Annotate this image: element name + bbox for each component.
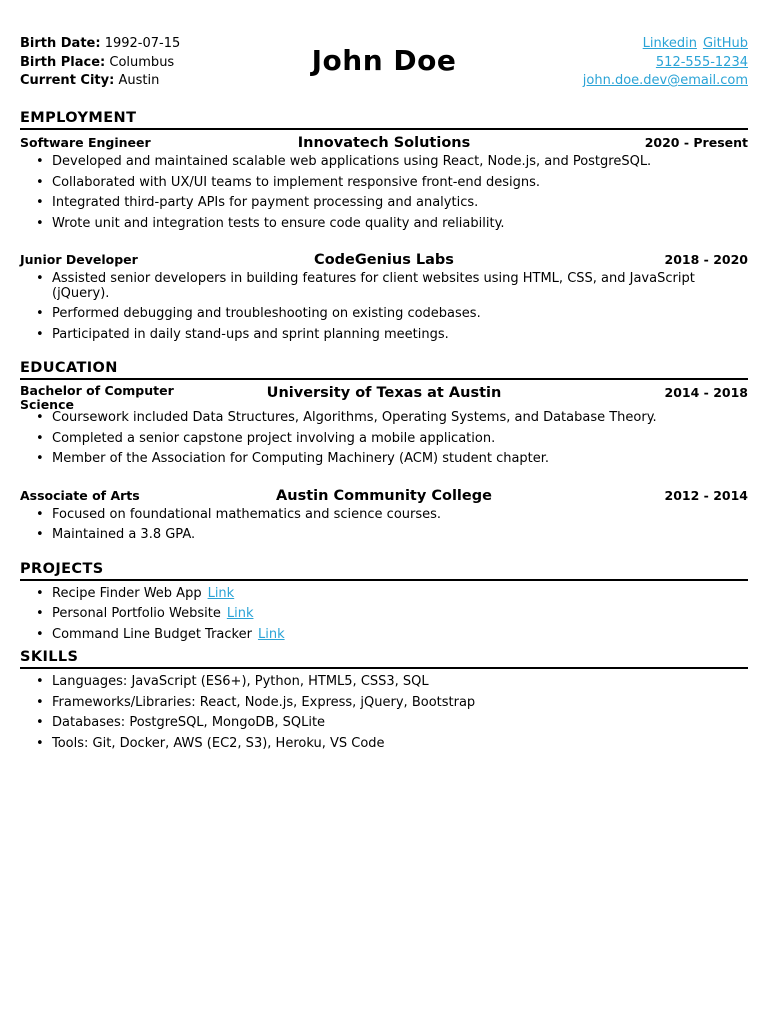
bullet-item: • Wrote unit and integration tests to ensure code quality and reliability. [52, 217, 748, 232]
project-link[interactable]: Link [207, 585, 235, 601]
degree-bullets [20, 508, 748, 543]
project-name: Recipe Finder Web App [52, 585, 202, 601]
degree-name: Associate of Arts [20, 487, 140, 503]
birth-date-value: 1992-07-15 [104, 36, 181, 51]
job-bullets [20, 155, 748, 231]
bullet-item: • Coursework included Data Structures, Algorithms, Operating Systems, and Database Theory. [52, 411, 748, 426]
bullet-item: • Integrated third-party APIs for payment processing and analytics. [52, 196, 748, 211]
birth-place-label: Birth Place: [20, 54, 106, 70]
full-name: John Doe [311, 44, 457, 77]
job-bullets [20, 272, 748, 342]
bullet-item: • Developed and maintained scalable web applications using React, Node.js, and PostgreSQL. [52, 155, 748, 170]
entry-header [20, 380, 748, 410]
skills-title: SKILLS [20, 648, 748, 669]
education-entry [20, 380, 748, 467]
project-name: Command Line Budget Tracker [52, 626, 252, 642]
degree-name: Bachelor of Computer Science [20, 383, 174, 412]
employment-entry [20, 247, 748, 342]
job-title: Software Engineer [20, 135, 151, 150]
project-item [52, 628, 748, 643]
education-section [20, 359, 748, 543]
entry-header [20, 247, 748, 271]
study-dates: 2012 - 2014 [664, 487, 748, 503]
phone-link[interactable]: 512-555-1234 [655, 54, 748, 70]
social-links [583, 35, 748, 54]
birth-place-value: Columbus [109, 54, 175, 70]
school-name: University of Texas at Austin [266, 385, 502, 401]
employment-entry [20, 130, 748, 231]
projects-list [20, 587, 748, 643]
github-link[interactable]: GitHub [702, 36, 748, 51]
projects-title: PROJECTS [20, 560, 748, 581]
bullet-item: • Participated in daily stand-ups and sprint planning meetings. [52, 328, 748, 343]
project-item [52, 607, 748, 622]
bullet-item: • Assisted senior developers in building features for client websites using HTML, CSS, and JavaScript (jQuery). [52, 272, 748, 301]
bullet-item: • Member of the Association for Computing Machinery (ACM) student chapter. [52, 452, 748, 467]
school-name: Austin Community College [276, 487, 492, 504]
birth-date-label: Birth Date: [20, 36, 101, 51]
employment-section [20, 109, 748, 342]
education-entry [20, 483, 748, 543]
contact-info [583, 35, 748, 91]
project-item [52, 587, 748, 602]
projects-section [20, 560, 748, 643]
email-link[interactable]: john.doe.dev@email.com [582, 73, 748, 88]
current-city-label: Current City: [20, 73, 115, 88]
bullet-item: • Performed debugging and troubleshooting on existing codebases. [52, 307, 748, 322]
entry-header [20, 130, 748, 154]
education-title: EDUCATION [20, 359, 748, 380]
entry-header [20, 483, 748, 507]
company-name: CodeGenius Labs [314, 252, 454, 268]
skill-item: • Frameworks/Libraries: React, Node.js, Express, jQuery, Bootstrap [52, 696, 748, 711]
job-title: Junior Developer [20, 252, 138, 267]
skills-list [20, 675, 748, 751]
company-name: Innovatech Solutions [297, 135, 471, 151]
bullet-item: • Completed a senior capstone project involving a mobile application. [52, 432, 748, 447]
skill-item: • Tools: Git, Docker, AWS (EC2, S3), Heroku, VS Code [52, 737, 748, 752]
project-link[interactable]: Link [226, 606, 254, 621]
project-link[interactable]: Link [257, 626, 285, 642]
project-name: Personal Portfolio Website [52, 606, 221, 621]
bullet-item: • Focused on foundational mathematics and science courses. [52, 508, 748, 523]
linkedin-link[interactable]: Linkedin [642, 36, 697, 51]
skills-section [20, 648, 748, 751]
current-city-value: Austin [118, 73, 160, 88]
job-dates: 2020 - Present [644, 135, 748, 150]
skill-item: • Databases: PostgreSQL, MongoDB, SQLite [52, 716, 748, 731]
job-dates: 2018 - 2020 [664, 252, 748, 267]
skill-item: • Languages: JavaScript (ES6+), Python, HTML5, CSS3, SQL [52, 675, 748, 690]
employment-title: EMPLOYMENT [20, 109, 748, 130]
degree-bullets [20, 411, 748, 467]
resume-header [20, 0, 748, 100]
study-dates: 2014 - 2018 [664, 385, 748, 400]
bullet-item: • Collaborated with UX/UI teams to implement responsive front-end designs. [52, 176, 748, 191]
bullet-item: • Maintained a 3.8 GPA. [52, 528, 748, 543]
